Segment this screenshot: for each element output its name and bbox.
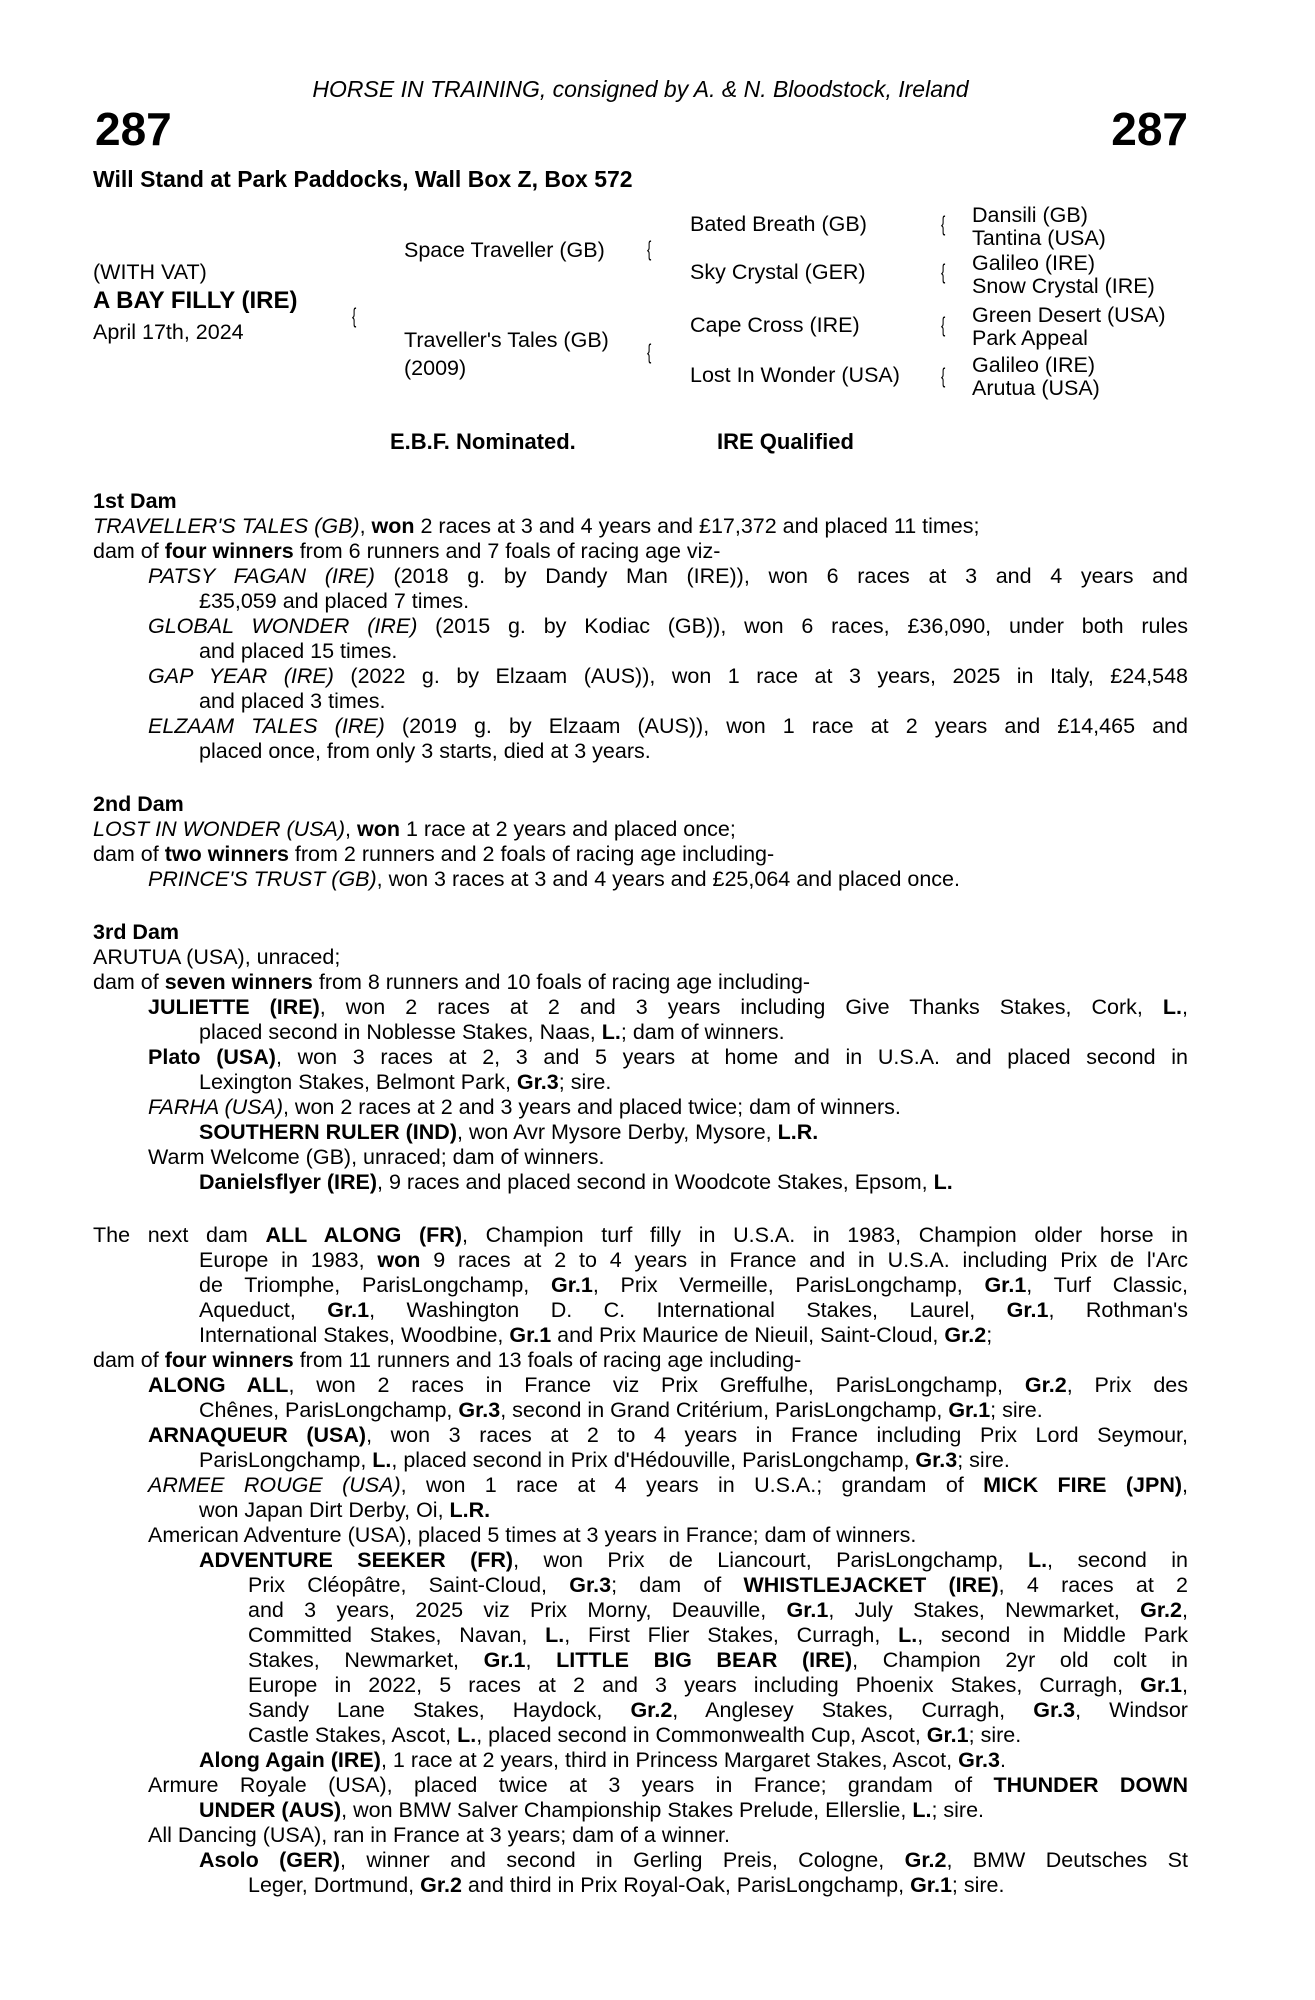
emphasis-text: Gr.1 xyxy=(483,1648,526,1672)
plain-text: , won 2 races at 2 and 3 years and placed twice; dam of winners. xyxy=(282,1095,901,1119)
plain-text: , won Prix de Liancourt, ParisLongchamp, xyxy=(513,1548,1028,1572)
text-line xyxy=(93,1020,1188,1045)
plain-text: Chênes, ParisLongchamp, xyxy=(199,1398,459,1422)
plain-text: All Dancing (USA), ran in France at 3 years; dam of a winner. xyxy=(148,1823,730,1847)
plain-text: , 1 race at 2 years, third in Princess Margaret Stakes, Ascot, xyxy=(380,1748,959,1772)
plain-text: , xyxy=(359,514,372,538)
emphasis-text: L. xyxy=(545,1623,565,1647)
emphasis-text: Gr.1 xyxy=(926,1723,969,1747)
text-line xyxy=(93,1070,1188,1095)
emphasis-text: L. xyxy=(601,1020,621,1044)
text-line xyxy=(93,589,1188,614)
plain-text: , second in Grand Critérium, ParisLongchamp, xyxy=(500,1398,949,1422)
sire-name: Space Traveller (GB) xyxy=(404,238,605,262)
emphasis-text: GLOBAL WONDER (IRE) xyxy=(148,614,418,638)
emphasis-text: PRINCE'S TRUST (GB) xyxy=(148,867,377,891)
plain-text: dam of xyxy=(93,539,165,563)
text-line xyxy=(93,1398,1188,1423)
plain-text: 2 races at 3 and 4 years and £17,372 and placed 11 times; xyxy=(414,514,980,538)
emphasis-text: MICK FIRE (JPN) xyxy=(983,1473,1183,1497)
emphasis-text: Gr.2 xyxy=(1024,1373,1067,1397)
emphasis-text: TRAVELLER'S TALES (GB) xyxy=(93,514,360,538)
emphasis-text: L. xyxy=(898,1623,918,1647)
gen4-ancestor: Galileo (IRE) xyxy=(972,251,1096,275)
plain-text: , xyxy=(1182,995,1189,1019)
plain-text: Europe in 1983, xyxy=(199,1248,378,1272)
plain-text: dam of xyxy=(93,1348,165,1372)
text-line xyxy=(93,1773,1188,1798)
plain-text: (2015 g. by Kodiac (GB)), won 6 races, £36,090, under both rules xyxy=(417,614,1188,638)
plain-text: , Turf Classic, xyxy=(1026,1273,1189,1297)
plain-text: , Champion turf filly in U.S.A. in 1983, Champion older horse in xyxy=(462,1223,1188,1247)
plain-text: (2018 g. by Dandy Man (IRE)), won 6 races at 3 and 4 years and xyxy=(374,564,1188,588)
plain-text: and placed 15 times. xyxy=(199,639,398,663)
plain-text: , Prix Vermeille, ParisLongchamp, xyxy=(592,1273,985,1297)
dam-sire: Cape Cross (IRE) xyxy=(690,313,860,337)
gen4-ancestor: Arutua (USA) xyxy=(972,376,1100,400)
gen4-ancestor: Galileo (IRE) xyxy=(972,353,1096,377)
emphasis-text: won xyxy=(357,817,400,841)
emphasis-text: seven winners xyxy=(164,970,313,994)
consignment-title: HORSE IN TRAINING, consigned by A. & N. Bloodstock, Ireland xyxy=(312,76,969,102)
section-heading: 1st Dam xyxy=(93,489,177,513)
emphasis-text: Gr.3 xyxy=(458,1398,501,1422)
emphasis-text: Danielsflyer (IRE) xyxy=(199,1170,378,1194)
dam-year: (2009) xyxy=(404,356,467,380)
text-line xyxy=(93,1120,1188,1145)
plain-text: , xyxy=(1182,1598,1188,1622)
plain-text: ; xyxy=(986,1323,993,1347)
plain-text: , won 3 races at 3 and 4 years and £25,064 and placed once. xyxy=(376,867,960,891)
plain-text: , xyxy=(1182,1473,1188,1497)
text-line xyxy=(93,1798,1188,1823)
text-line xyxy=(93,1598,1188,1623)
text-line xyxy=(93,1323,1188,1348)
text-line xyxy=(93,970,1188,995)
pedigree-brace xyxy=(647,201,654,298)
plain-text: , placed second in Prix d'Hédouville, ParisLongchamp, xyxy=(391,1448,916,1472)
text-line xyxy=(93,564,1188,589)
emphasis-text: Gr.2 xyxy=(630,1698,673,1722)
foal-date: April 17th, 2024 xyxy=(93,320,244,344)
plain-text: ; sire. xyxy=(990,1398,1043,1422)
sire-sire: Bated Breath (GB) xyxy=(690,212,867,236)
text-line xyxy=(93,1348,1188,1373)
emphasis-text: Gr.1 xyxy=(551,1273,593,1297)
plain-text: . xyxy=(999,1748,1006,1772)
plain-text: Armure Royale (USA), placed twice at 3 years in France; grandam of xyxy=(148,1773,994,1797)
text-line xyxy=(93,1723,1188,1748)
emphasis-text: FARHA (USA) xyxy=(148,1095,283,1119)
plain-text: , Champion 2yr old colt in xyxy=(852,1648,1188,1672)
emphasis-text: L. xyxy=(1162,995,1183,1019)
emphasis-text: Gr.1 xyxy=(910,1873,952,1897)
text-line xyxy=(93,842,1188,867)
text-line xyxy=(93,1573,1188,1598)
emphasis-text: Gr.1 xyxy=(1006,1298,1049,1322)
plain-text: (2022 g. by Elzaam (AUS)), won 1 race at 3 years, 2025 in Italy, £24,548 xyxy=(333,664,1189,688)
text-line xyxy=(93,1498,1188,1523)
pedigree-brace xyxy=(941,300,948,351)
text-line xyxy=(93,1448,1188,1473)
emphasis-text: two winners xyxy=(164,842,289,866)
text-line xyxy=(93,1848,1188,1873)
ebf-nomination: E.B.F. Nominated. xyxy=(390,429,576,454)
plain-text: , second in xyxy=(1047,1548,1188,1572)
emphasis-text: ADVENTURE SEEKER (FR) xyxy=(199,1548,514,1572)
emphasis-text: Gr.1 xyxy=(327,1298,370,1322)
plain-text: ; sire. xyxy=(931,1798,985,1822)
horse-name: A BAY FILLY (IRE) xyxy=(93,287,298,314)
plain-text: from 2 runners and 2 foals of racing age including- xyxy=(288,842,775,866)
text-line xyxy=(93,664,1188,689)
dam-name: Traveller's Tales (GB) xyxy=(404,328,609,352)
emphasis-text: THUNDER DOWN xyxy=(993,1773,1188,1797)
plain-text: placed second in Noblesse Stakes, Naas, xyxy=(199,1020,602,1044)
emphasis-text: L. xyxy=(457,1723,477,1747)
stand-location: Will Stand at Park Paddocks, Wall Box Z, Box 572 xyxy=(93,166,633,192)
emphasis-text: Along Again (IRE) xyxy=(199,1748,381,1772)
emphasis-text: Gr.3 xyxy=(958,1748,1000,1772)
plain-text: £35,059 and placed 7 times. xyxy=(199,589,470,613)
text-line xyxy=(93,1523,1188,1548)
plain-text: Sandy Lane Stakes, Haydock, xyxy=(248,1698,631,1722)
emphasis-text: four winners xyxy=(164,539,294,563)
text-line xyxy=(93,817,1188,842)
emphasis-text: Gr.2 xyxy=(1140,1598,1182,1622)
plain-text: ARUTUA (USA), unraced; xyxy=(93,945,341,969)
text-line xyxy=(93,1423,1188,1448)
plain-text: placed once, from only 3 starts, died at 3 years. xyxy=(199,739,651,763)
plain-text: Aqueduct, xyxy=(199,1298,328,1322)
emphasis-text: ALONG ALL xyxy=(148,1373,289,1397)
emphasis-text: Gr.3 xyxy=(915,1448,958,1472)
emphasis-text: GAP YEAR (IRE) xyxy=(148,664,334,688)
emphasis-text: PATSY FAGAN (IRE) xyxy=(148,564,375,588)
text-line xyxy=(93,689,1188,714)
plain-text: , xyxy=(1182,1673,1188,1697)
plain-text: , 9 races and placed second in Woodcote Stakes, Epsom, xyxy=(377,1170,934,1194)
plain-text: , won 2 races at 2 and 3 years including Give Thanks Stakes, Cork, xyxy=(319,995,1163,1019)
emphasis-text: L.R. xyxy=(449,1498,491,1522)
plain-text: American Adventure (USA), placed 5 times at 3 years in France; dam of winners. xyxy=(148,1523,917,1547)
emphasis-text: ARNAQUEUR (USA) xyxy=(148,1423,367,1447)
emphasis-text: Gr.1 xyxy=(509,1323,552,1347)
plain-text: dam of xyxy=(93,842,165,866)
plain-text: , Windsor xyxy=(1075,1698,1188,1722)
text-line xyxy=(93,1373,1188,1398)
plain-text: 1 race at 2 years and placed once; xyxy=(400,817,736,841)
plain-text: , won 2 races in France viz Prix Greffulhe, ParisLongchamp, xyxy=(288,1373,1025,1397)
emphasis-text: L. xyxy=(372,1448,392,1472)
text-line xyxy=(93,1248,1188,1273)
section-heading: 3rd Dam xyxy=(93,920,180,944)
emphasis-text: JULIETTE (IRE) xyxy=(148,995,320,1019)
pedigree-brace xyxy=(352,232,359,400)
text-line xyxy=(93,614,1188,639)
plain-text: (2019 g. by Elzaam (AUS)), won 1 race at 2 years and £14,465 and xyxy=(384,714,1188,738)
plain-text: , First Flier Stakes, Curragh, xyxy=(564,1623,899,1647)
text-line xyxy=(93,1698,1188,1723)
plain-text: and 3 years, 2025 viz Prix Morny, Deauville, xyxy=(248,1598,787,1622)
emphasis-text: L.R. xyxy=(777,1120,819,1144)
section-heading: 2nd Dam xyxy=(93,792,184,816)
gen4-ancestor: Dansili (GB) xyxy=(972,203,1088,227)
emphasis-text: L. xyxy=(912,1798,932,1822)
text-line xyxy=(93,995,1188,1020)
text-line xyxy=(93,1548,1188,1573)
plain-text: and third in Prix Royal-Oak, ParisLongchamp, xyxy=(461,1873,911,1897)
gen4-ancestor: Snow Crystal (IRE) xyxy=(972,274,1155,298)
plain-text: 9 races at 2 to 4 years in France and in U.S.A. including Prix de l'Arc xyxy=(420,1248,1188,1272)
plain-text: , Rothman's xyxy=(1048,1298,1189,1322)
plain-text: , won 1 race at 4 years in U.S.A.; grandam of xyxy=(400,1473,984,1497)
emphasis-text: Plato (USA) xyxy=(148,1045,276,1069)
plain-text: , won 3 races at 2, 3 and 5 years at home and in U.S.A. and placed second in xyxy=(275,1045,1188,1069)
dam-dam: Lost In Wonder (USA) xyxy=(690,363,900,387)
gen4-ancestor: Park Appeal xyxy=(972,326,1088,350)
plain-text: , second in Middle Park xyxy=(917,1623,1188,1647)
catalog-body xyxy=(93,489,1188,1898)
plain-text: Prix Cléopâtre, Saint-Cloud, xyxy=(248,1573,570,1597)
emphasis-text: L. xyxy=(1027,1548,1048,1572)
text-line xyxy=(93,1170,1188,1195)
plain-text: ; dam of winners. xyxy=(620,1020,785,1044)
emphasis-text: won xyxy=(371,514,415,538)
plain-text: Committed Stakes, Navan, xyxy=(248,1623,546,1647)
plain-text: ; dam of xyxy=(611,1573,744,1597)
plain-text: Europe in 2022, 5 races at 2 and 3 years including Phoenix Stakes, Curragh, xyxy=(248,1673,1141,1697)
plain-text: , Washington D. C. International Stakes, Laurel, xyxy=(369,1298,1007,1322)
plain-text: and placed 3 times. xyxy=(199,689,386,713)
plain-text: The next dam xyxy=(93,1223,266,1247)
emphasis-text: Gr.1 xyxy=(984,1273,1027,1297)
vat-note: (WITH VAT) xyxy=(93,260,207,284)
emphasis-text: LITTLE BIG BEAR (IRE) xyxy=(556,1648,853,1672)
plain-text: ; sire. xyxy=(558,1070,612,1094)
pedigree-brace xyxy=(941,247,948,298)
plain-text: Warm Welcome (GB), unraced; dam of winners. xyxy=(148,1145,605,1169)
text-line xyxy=(93,639,1188,664)
pedigree-brace xyxy=(941,351,948,402)
text-line xyxy=(93,1748,1188,1773)
plain-text: , Prix des xyxy=(1066,1373,1188,1397)
plain-text: , xyxy=(345,817,357,841)
text-line xyxy=(93,1648,1188,1673)
pedigree-brace xyxy=(941,199,948,250)
plain-text: International Stakes, Woodbine, xyxy=(199,1323,510,1347)
text-line xyxy=(93,514,1188,539)
emphasis-text: ALL ALONG (FR) xyxy=(265,1223,462,1247)
plain-text: ; sire. xyxy=(968,1723,1022,1747)
plain-text: , won BMW Salver Championship Stakes Prelude, Ellerslie, xyxy=(341,1798,913,1822)
text-line xyxy=(93,1473,1188,1498)
plain-text: , Anglesey Stakes, Curragh, xyxy=(672,1698,1034,1722)
emphasis-text: LOST IN WONDER (USA) xyxy=(93,817,346,841)
text-line xyxy=(93,714,1188,739)
plain-text: , won Avr Mysore Derby, Mysore, xyxy=(457,1120,778,1144)
emphasis-text: won xyxy=(377,1248,421,1272)
emphasis-text: ARMEE ROUGE (USA) xyxy=(148,1473,401,1497)
plain-text: ParisLongchamp, xyxy=(199,1448,373,1472)
text-line xyxy=(93,867,1188,892)
text-line xyxy=(93,1623,1188,1648)
text-line xyxy=(93,739,1188,764)
plain-text: ; sire. xyxy=(951,1873,1005,1897)
text-line xyxy=(93,1298,1188,1323)
text-line xyxy=(93,539,1188,564)
emphasis-text: Gr.1 xyxy=(1140,1673,1183,1697)
emphasis-text: UNDER (AUS) xyxy=(199,1798,342,1822)
emphasis-text: Gr.2 xyxy=(420,1873,462,1897)
lot-number-right: 287 xyxy=(1111,103,1188,155)
plain-text: from 6 runners and 7 foals of racing age viz- xyxy=(293,539,721,563)
plain-text: , won 3 races at 2 to 4 years in France including Prix Lord Seymour, xyxy=(366,1423,1188,1447)
text-line xyxy=(93,1873,1188,1898)
emphasis-text: WHISTLEJACKET (IRE) xyxy=(743,1573,999,1597)
text-line xyxy=(93,1273,1188,1298)
plain-text: , BMW Deutsches St xyxy=(946,1848,1188,1872)
gen4-ancestor: Green Desert (USA) xyxy=(972,303,1166,327)
emphasis-text: ELZAAM TALES (IRE) xyxy=(148,714,385,738)
plain-text: ; sire. xyxy=(957,1448,1010,1472)
text-line xyxy=(93,1223,1188,1248)
emphasis-text: Gr.2 xyxy=(904,1848,947,1872)
plain-text: Leger, Dortmund, xyxy=(248,1873,421,1897)
emphasis-text: L. xyxy=(933,1170,953,1194)
plain-text: Castle Stakes, Ascot, xyxy=(248,1723,458,1747)
plain-text: from 8 runners and 10 foals of racing age including- xyxy=(312,970,811,994)
emphasis-text: Gr.3 xyxy=(1033,1698,1076,1722)
gen4-ancestor: Tantina (USA) xyxy=(972,226,1106,250)
sire-dam: Sky Crystal (GER) xyxy=(690,260,866,284)
pedigree-brace xyxy=(647,304,654,401)
emphasis-text: Gr.1 xyxy=(948,1398,991,1422)
text-line xyxy=(93,1145,1188,1170)
plain-text: , placed second in Commonwealth Cup, Ascot, xyxy=(476,1723,927,1747)
emphasis-text: Gr.1 xyxy=(786,1598,829,1622)
plain-text: Lexington Stakes, Belmont Park, xyxy=(199,1070,517,1094)
plain-text: and Prix Maurice de Nieuil, Saint-Cloud, xyxy=(551,1323,945,1347)
ire-qualified: IRE Qualified xyxy=(717,429,854,454)
plain-text: , 4 races at 2 xyxy=(998,1573,1188,1597)
emphasis-text: Gr.3 xyxy=(516,1070,559,1094)
emphasis-text: four winners xyxy=(164,1348,294,1372)
emphasis-text: Gr.3 xyxy=(569,1573,612,1597)
text-line xyxy=(93,1823,1188,1848)
text-line xyxy=(93,1095,1188,1120)
plain-text: , winner and second in Gerling Preis, Cologne, xyxy=(340,1848,905,1872)
plain-text: , July Stakes, Newmarket, xyxy=(828,1598,1141,1622)
plain-text: Stakes, Newmarket, xyxy=(248,1648,484,1672)
text-line xyxy=(93,1045,1188,1070)
text-line xyxy=(93,945,1188,970)
emphasis-text: Gr.2 xyxy=(944,1323,987,1347)
text-line xyxy=(93,1673,1188,1698)
plain-text: dam of xyxy=(93,970,165,994)
lot-number-left: 287 xyxy=(95,103,172,155)
emphasis-text: SOUTHERN RULER (IND) xyxy=(199,1120,457,1144)
plain-text: from 11 runners and 13 foals of racing age including- xyxy=(293,1348,802,1372)
plain-text: , xyxy=(525,1648,557,1672)
plain-text: won Japan Dirt Derby, Oi, xyxy=(199,1498,450,1522)
plain-text: de Triomphe, ParisLongchamp, xyxy=(199,1273,551,1297)
emphasis-text: Asolo (GER) xyxy=(199,1848,341,1872)
